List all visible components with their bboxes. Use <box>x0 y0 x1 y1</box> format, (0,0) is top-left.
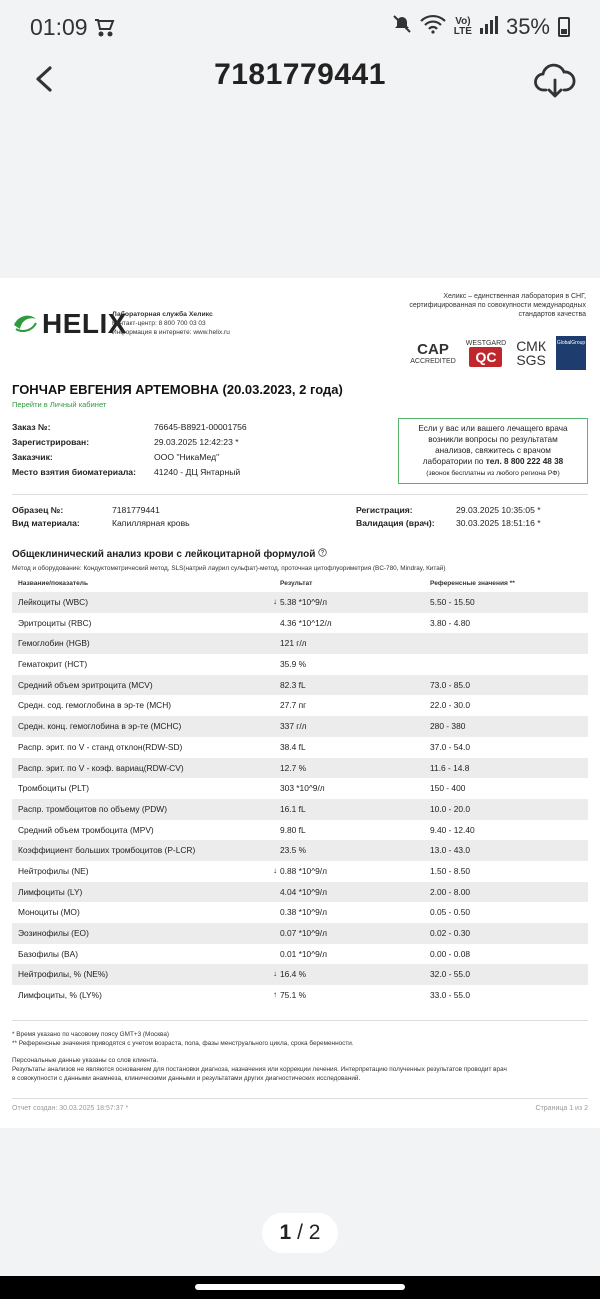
test-name: Лимфоциты (LY) <box>18 886 83 897</box>
test-name: Средн. конц. гемоглобина в эр-те (MCHC) <box>18 721 182 732</box>
test-reference: 22.0 - 30.0 <box>430 700 471 711</box>
test-name: Моноциты (MO) <box>18 907 80 918</box>
doctor-contact-box: Если у вас или вашего лечащего врача возникли вопросы по результатам анализов, свяжитесь с врачом лаборатории по тел. 8 800 222 48 38 (звонок бесплатны из любого региона РФ) <box>398 418 588 484</box>
table-row <box>12 799 588 820</box>
test-reference: 32.0 - 55.0 <box>430 969 471 980</box>
stroller-icon <box>92 16 116 44</box>
document-page[interactable] <box>0 278 600 1128</box>
test-reference: 280 - 380 <box>430 721 466 732</box>
table-row <box>12 861 588 882</box>
page-indicator-text: Страница 1 из 2 <box>535 1105 588 1112</box>
deviation-arrow-icon: ↓ <box>273 597 277 606</box>
helix-logo: HELIX <box>12 308 127 340</box>
home-gesture-handle[interactable] <box>195 1284 405 1290</box>
table-row <box>12 675 588 696</box>
app-bar <box>0 56 600 116</box>
test-result: 27.7 пг <box>280 700 307 711</box>
divider <box>12 494 588 495</box>
test-result: 121 г/л <box>280 638 307 649</box>
test-reference: 73.0 - 85.0 <box>430 679 471 690</box>
test-reference: 1.50 - 8.50 <box>430 865 471 876</box>
certification-logos <box>410 336 586 370</box>
navigation-bar <box>0 1276 600 1299</box>
test-name: Распр. эрит. по V - коэф. вариац(RDW-CV) <box>18 762 184 773</box>
test-name: Средний объем эритроцита (MCV) <box>18 679 153 690</box>
test-reference: 0.00 - 0.08 <box>430 948 471 959</box>
table-header: Название/показатель Результат Референсные значения ** <box>18 580 515 587</box>
table-row <box>12 944 588 965</box>
deviation-arrow-icon: ↓ <box>273 865 277 875</box>
report-header <box>12 292 588 372</box>
test-result: ↓ 0.88 *10^9/л <box>280 861 327 882</box>
test-name: Распр. эрит. по V - станд отклон(RDW-SD) <box>18 741 183 752</box>
network-type: Vo) LTE <box>453 16 472 37</box>
report-footer <box>12 1105 588 1112</box>
cloud-download-icon <box>534 60 576 102</box>
battery-percent: 35% <box>505 14 550 39</box>
global-group-logo: GlobalGroup <box>556 336 586 370</box>
test-result: 4.36 *10^12/л <box>280 617 332 628</box>
test-reference: 2.00 - 8.00 <box>430 886 471 897</box>
battery-icon <box>558 17 570 37</box>
order-info <box>12 420 247 480</box>
test-reference: 9.40 - 12.40 <box>430 824 475 835</box>
report-created: Отчет создан: 30.03.2025 18:57:37 * <box>12 1105 129 1112</box>
page-counter: 1 / 2 <box>262 1213 338 1253</box>
test-result: ↓ 16.4 % <box>280 964 306 985</box>
status-time: 01:09 <box>30 14 88 40</box>
test-name: Тромбоциты (PLT) <box>18 783 90 794</box>
deviation-arrow-icon: ↑ <box>273 990 277 1000</box>
info-icon[interactable] <box>318 548 327 557</box>
table-row <box>12 737 588 758</box>
test-result: 303 *10^9/л <box>280 783 325 794</box>
test-reference: 13.0 - 43.0 <box>430 845 471 856</box>
test-result: 0.38 *10^9/л <box>280 907 328 918</box>
signal-icon <box>480 14 498 40</box>
table-row <box>12 902 588 923</box>
test-result: ↑ 75.1 % <box>280 985 306 1006</box>
test-result: 0.01 *10^9/л <box>280 948 328 959</box>
test-name: Нейтрофилы, % (NE%) <box>18 969 109 980</box>
test-reference: 150 - 400 <box>430 783 466 794</box>
test-name: Эозинофилы (EO) <box>18 928 89 938</box>
wifi-icon <box>420 14 446 40</box>
test-reference: 5.50 - 15.50 <box>430 597 475 607</box>
table-row <box>12 633 588 654</box>
personal-cabinet-link[interactable]: Перейти в Личный кабинет <box>12 400 107 409</box>
test-result: 4.04 *10^9/л <box>280 886 328 897</box>
table-row <box>12 964 588 985</box>
divider <box>12 1020 588 1021</box>
test-reference: 0.05 - 0.50 <box>430 907 471 918</box>
contact-phone: тел. 8 800 222 48 38 <box>485 457 564 466</box>
registered-at: Зарегистрирован: 29.03.2025 12:42:23 * <box>12 437 239 447</box>
results-table <box>12 580 588 1006</box>
table-row <box>12 592 588 613</box>
cap-logo: CAP ACCREDITED <box>410 341 456 365</box>
table-row <box>12 882 588 903</box>
download-button[interactable] <box>534 60 576 102</box>
order-number: Заказ №: 76645-B8921-00001756 <box>12 422 247 432</box>
test-name: Лимфоциты, % (LY%) <box>18 990 102 1001</box>
mute-icon <box>392 14 412 40</box>
table-row <box>12 840 588 861</box>
table-row <box>12 716 588 737</box>
table-row <box>12 613 588 634</box>
test-result: 38.4 fL <box>280 741 306 752</box>
patient-name: ГОНЧАР ЕВГЕНИЯ АРТЕМОВНА (20.03.2023, 2 года) <box>12 382 343 397</box>
test-reference: 0.02 - 0.30 <box>430 928 471 938</box>
test-name: Нейтрофилы (NE) <box>18 865 89 876</box>
status-bar <box>0 0 600 56</box>
test-result: 0.07 *10^9/л <box>280 928 328 938</box>
lab-info: Лабораторная служба Хеликс Контакт-центр: 8 800 700 03 03 Информация в интернете: www.helix.ru <box>112 311 230 336</box>
page-title: 7181779441 <box>214 58 386 91</box>
divider <box>12 1098 588 1099</box>
table-row <box>12 985 588 1006</box>
test-result: 337 г/л <box>280 721 307 732</box>
test-name: Гематокрит (HCT) <box>18 659 88 670</box>
method-description: Метод и оборудование: Кондуктометрический метод, SLS(натрий лаурил сульфат)-метод, проточная цитофлуориметрия (BC-780, Mindray, Китай) <box>12 565 446 572</box>
test-result: 16.1 fL <box>280 803 306 814</box>
test-name: Средн. сод. гемоглобина в эр-те (MCH) <box>18 700 172 711</box>
certification-text: Хеликс – единственная лаборатория в СНГ, сертифицированная по совокупности международных стандартов качества <box>409 293 586 318</box>
test-name: Базофилы (BA) <box>18 948 79 959</box>
report-notes: * Время указано по часовому поясу GMT+3 (Москва) ** Референсные значения приводятся с учетом возраста, пола, фазы менструального цикла, срока беременности. Персональные данные указаны со слов клиента. Результаты анализов не являются основанием для постановки диагноза, назначения или коррекции лечения. Интерпретацию полученных результатов проводит врач в совокупности с данными анамнеза, клиническими данными и результатами других диагностических исследований. <box>12 1031 507 1082</box>
test-name: Коэффициент больших тромбоцитов (P-LCR) <box>18 845 196 856</box>
test-result: 35.9 % <box>280 659 307 670</box>
table-row <box>12 778 588 799</box>
test-name: Эритроциты (RBC) <box>18 617 92 628</box>
analysis-title: Общеклинический анализ крови с лейкоцитарной формулой ? <box>12 548 327 560</box>
test-reference: 37.0 - 54.0 <box>430 741 471 752</box>
test-name: Лейкоциты (WBC) <box>18 597 89 607</box>
test-reference: 10.0 - 20.0 <box>430 803 471 814</box>
sample-info: Образец №: 7181779441 Вид материала: Капиллярная кровь Регистрация: 29.03.2025 10:35:05 * Валидация (врач): 30.03.2025 18:51:16 * <box>12 505 541 528</box>
test-reference: 3.80 - 4.80 <box>430 617 471 628</box>
test-result: 12.7 % <box>280 762 307 773</box>
test-result: 23.5 % <box>280 845 307 856</box>
table-row <box>12 820 588 841</box>
svg-text:?: ? <box>320 550 325 557</box>
test-result: 82.3 fL <box>280 679 306 690</box>
westgard-qc-logo: WESTGARD QC <box>465 339 507 365</box>
table-row <box>12 695 588 716</box>
test-result: 9.80 fL <box>280 824 306 835</box>
test-result: ↓ 5.38 *10^9/л <box>280 592 327 613</box>
test-name: Средний объем тромбоцита (MPV) <box>18 824 154 835</box>
sgs-logo: СМК SGS <box>516 338 546 368</box>
table-row <box>12 654 588 675</box>
table-row <box>12 758 588 779</box>
test-reference: 33.0 - 55.0 <box>430 990 471 1001</box>
customer: Заказчик: ООО "НикаМед" <box>12 452 220 462</box>
test-name: Гемоглобин (HGB) <box>18 638 90 649</box>
helix-leaf-icon <box>12 313 38 335</box>
table-row <box>12 923 588 944</box>
test-name: Распр. тромбоцитов по объему (PDW) <box>18 803 167 814</box>
test-reference: 11.6 - 14.8 <box>430 762 470 773</box>
deviation-arrow-icon: ↓ <box>273 969 277 979</box>
sampling-place: Место взятия биоматериала: 41240 - ДЦ Янтарный <box>12 467 241 477</box>
